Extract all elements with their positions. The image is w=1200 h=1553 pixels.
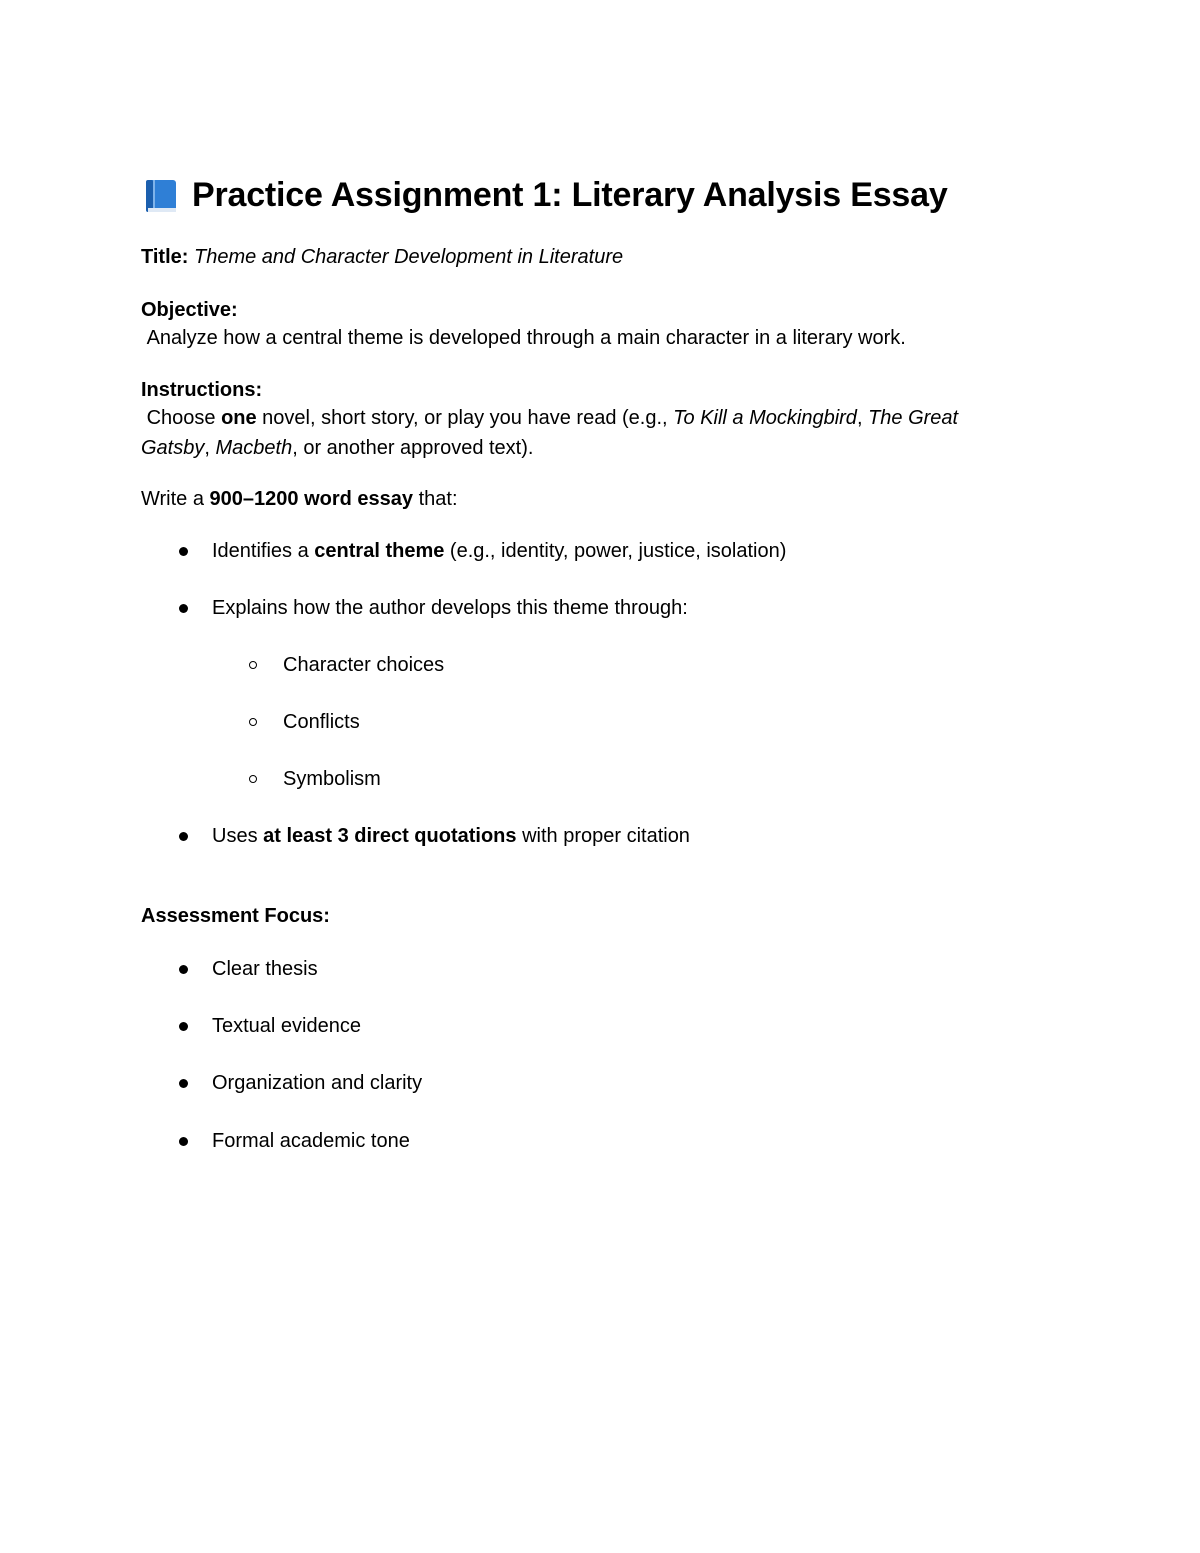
instructions-label: Instructions: — [141, 379, 263, 401]
hollow-bullet-icon — [249, 718, 257, 726]
title-value: Theme and Character Development in Literature — [193, 246, 624, 268]
blue-book-icon — [144, 178, 178, 214]
bullet-icon — [179, 832, 188, 841]
requirement-item-quotations: Uses at least 3 direct quotations with proper citation — [212, 825, 690, 847]
bullet-icon — [179, 965, 188, 974]
subitem-character-choices: Character choices — [283, 654, 445, 676]
hollow-bullet-icon — [249, 661, 257, 669]
subitem-conflicts: Conflicts — [283, 711, 360, 733]
subitem-symbolism: Symbolism — [283, 768, 381, 790]
instructions-text: Choose one novel, short story, or play you have read (e.g., To Kill a Mockingbird, The Great Gatsby, Macbeth, or another approved text). — [141, 407, 959, 459]
title-label: Title: — [141, 246, 189, 268]
assessment-item: Formal academic tone — [212, 1130, 410, 1152]
title-line — [141, 242, 623, 272]
bullet-icon — [179, 547, 188, 556]
requirement-item-develop: Explains how the author develops this theme through: — [212, 597, 688, 619]
bullet-icon — [179, 604, 188, 613]
bullet-icon — [179, 1079, 188, 1088]
objective-label: Objective: — [141, 299, 238, 321]
hollow-bullet-icon — [249, 775, 257, 783]
bullet-icon — [179, 1137, 188, 1146]
document-title: Practice Assignment 1: Literary Analysis Essay — [192, 176, 948, 214]
requirement-item-theme: Identifies a central theme (e.g., identity, power, justice, isolation) — [212, 540, 787, 562]
assessment-item: Organization and clarity — [212, 1072, 423, 1094]
document-heading — [144, 176, 948, 215]
assessment-item: Clear thesis — [212, 958, 318, 980]
assessment-item: Textual evidence — [212, 1015, 361, 1037]
objective-text: Analyze how a central theme is developed through a main character in a literary work. — [146, 327, 906, 349]
bullet-icon — [179, 1022, 188, 1031]
assessment-label: Assessment Focus: — [141, 905, 330, 927]
write-line: Write a 900–1200 word essay that: — [141, 488, 458, 510]
